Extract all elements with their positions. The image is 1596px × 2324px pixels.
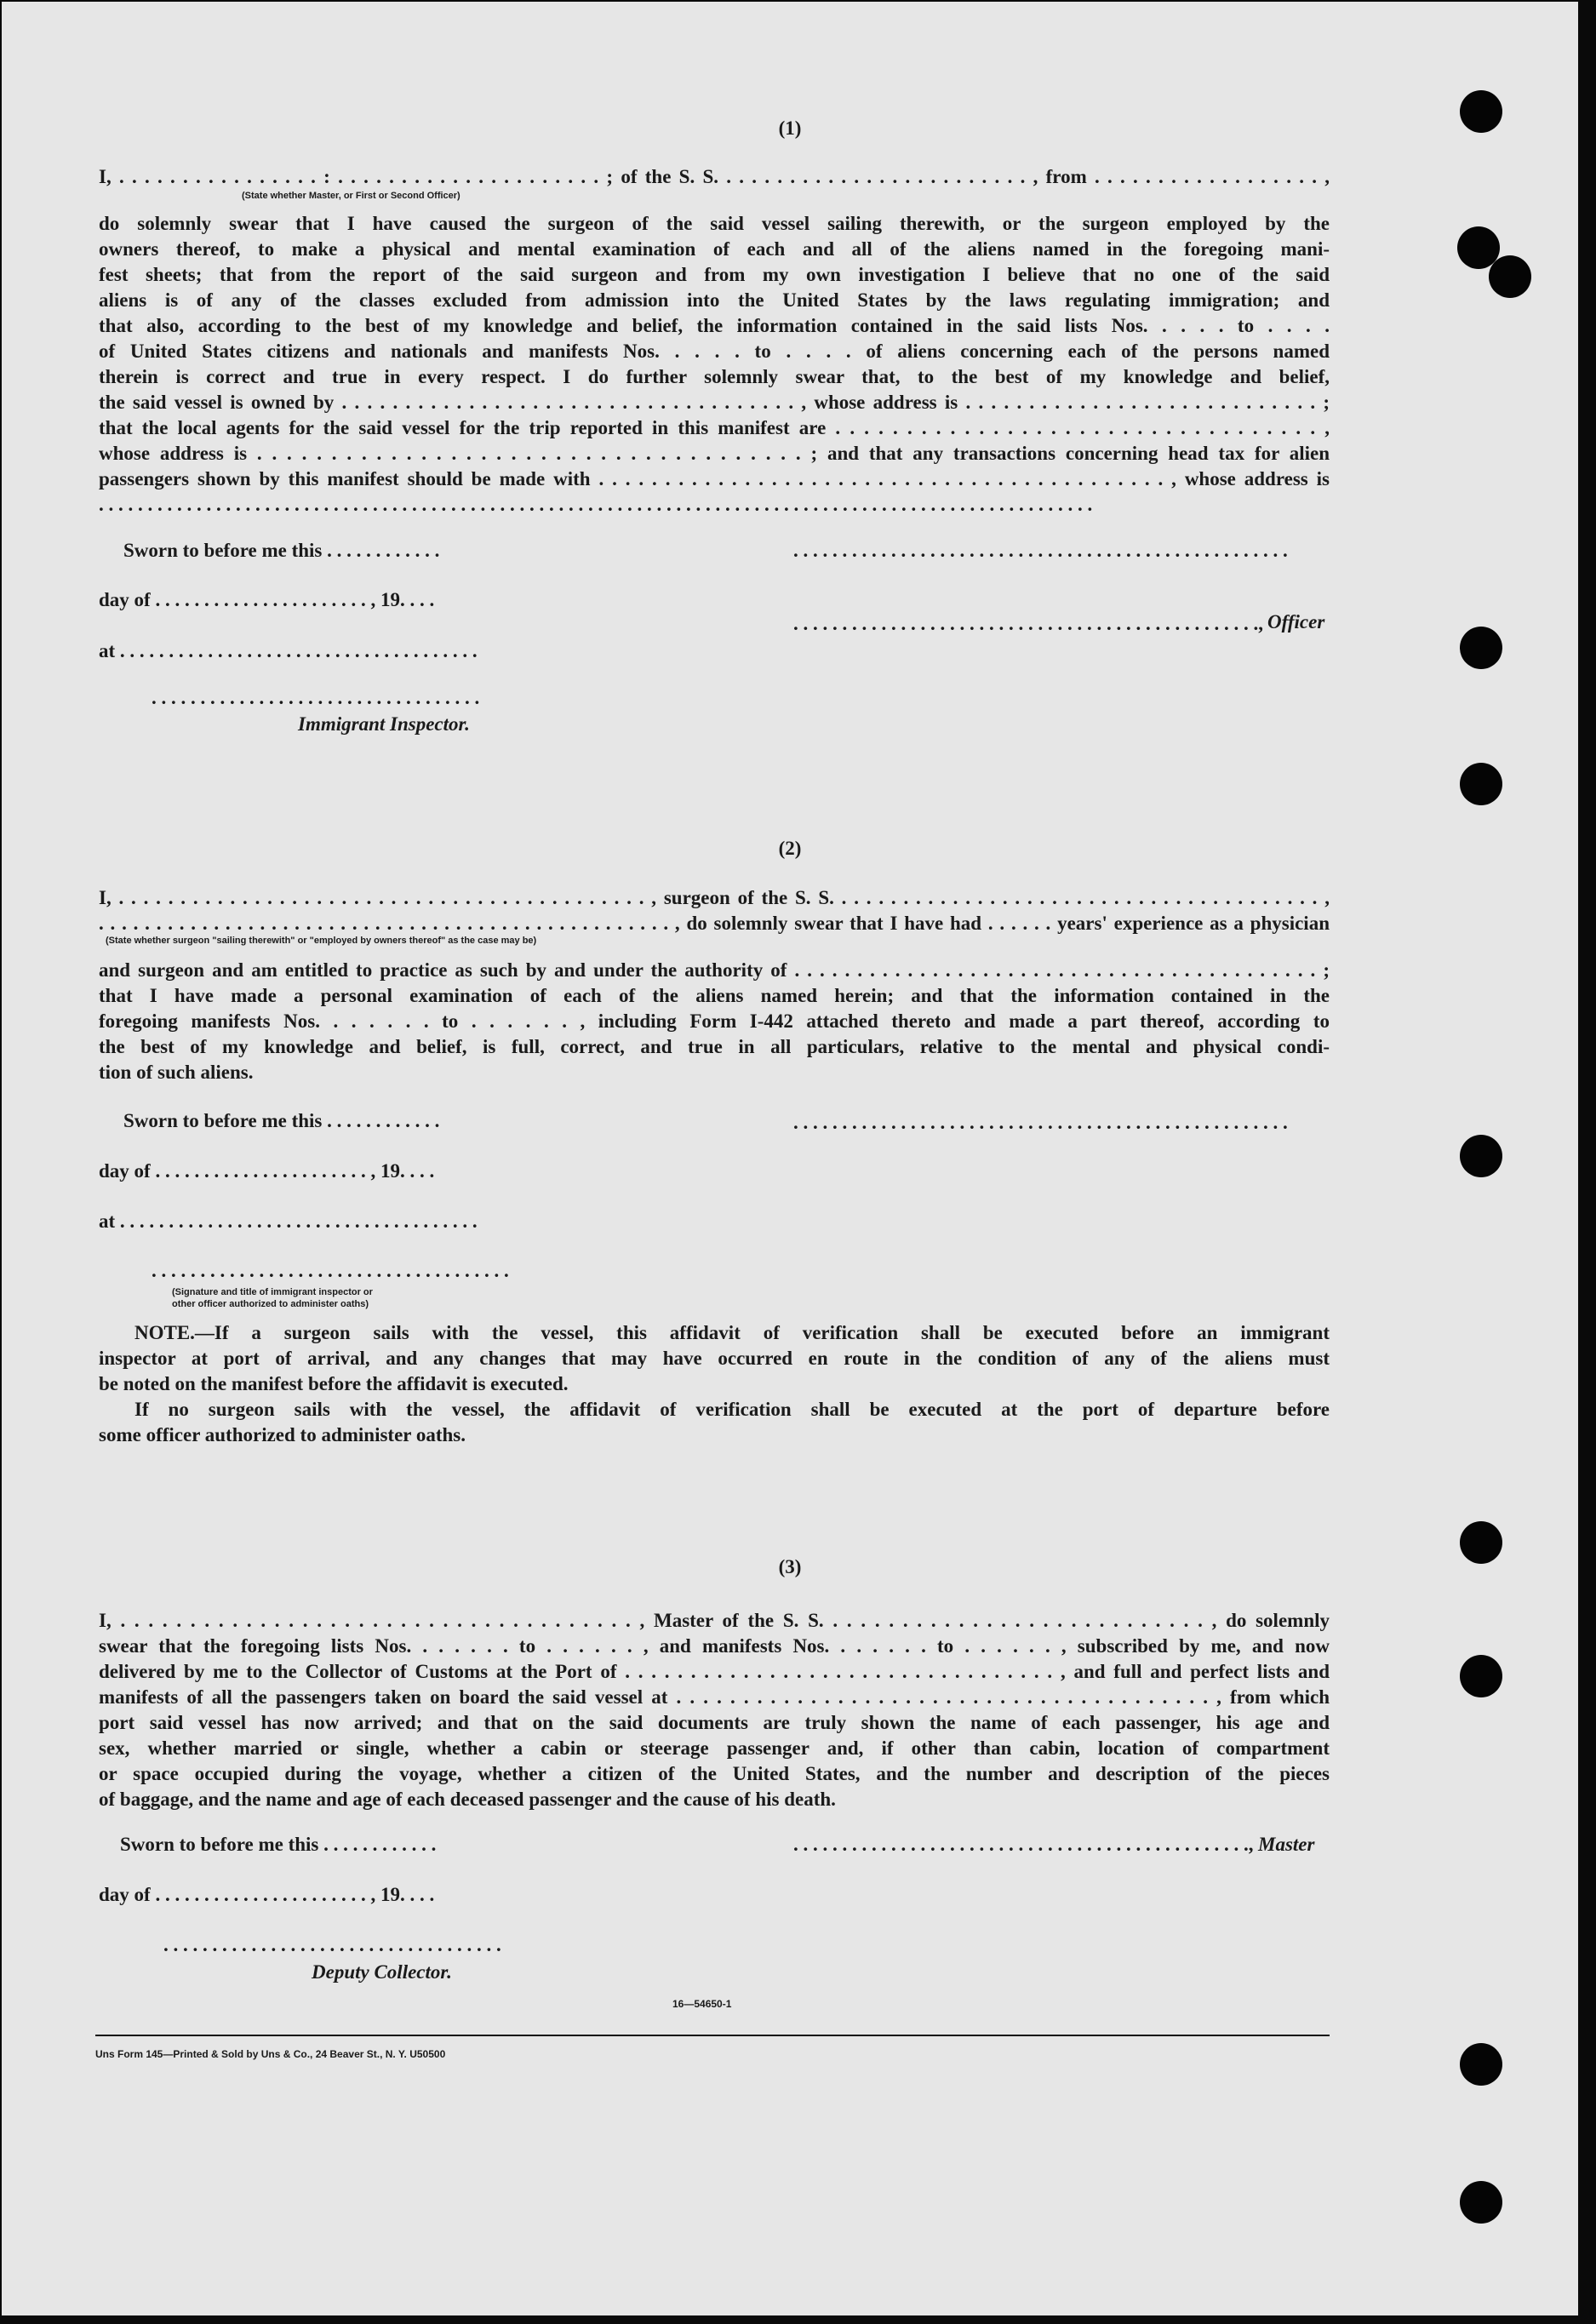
master-declaration-line: I, . . . . . . . . . . . . . . . . : . . . . . . . . . . . . . . . . . . . . . ; of the S. S. . . . . . . . . . . . . . . . . . . . . . . . . , from . . . . . . . . . . . . . . . . . . , [99, 166, 1330, 187]
oath-line: owners thereof, to make a physical and mental examination of each and all of the aliens named in the foregoing mani- [99, 238, 1330, 260]
section-1-heading: (1) [778, 117, 802, 139]
master-oath-line: swear that the foregoing lists Nos. . . . . . . to . . . . . . , and manifests Nos. . . . . . . to . . . . . . , subscribed by me, and now [99, 1635, 1330, 1657]
surgeon-oath-line: the best of my knowledge and belief, is full, correct, and true in all particulars, relative to the mental and physical condi- [99, 1036, 1330, 1057]
master-oath-line: I, . . . . . . . . . . . . . . . . . . . . . . . . . . . . . . . . . . . . . , Master of the S. S. . . . . . . . . . . . . . . . . . . . . . . . . . . . , do solemnly [99, 1610, 1330, 1631]
oath-line: that the local agents for the said vessel for the trip reported in this manifest are . . . . . . . . . . . . . . . . . . . . . . . . . . . . . . . . . . , [99, 417, 1330, 438]
surgeon-oath-line: that I have made a personal examination of each of the aliens named herein; and that the information contained in the [99, 985, 1330, 1006]
oath-line: passengers shown by this manifest should be made with . . . . . . . . . . . . . . . . . . . . . . . . . . . . . . . . . . . . . . . . . . . , whose address is [99, 468, 1330, 489]
master-oath-line: delivered by me to the Collector of Customs at the Port of . . . . . . . . . . . . . . . . . . . . . . . . . . . . . . . . . , and full and perfect lists and [99, 1661, 1330, 1682]
footer-rule [95, 2035, 1330, 2036]
officer-label: Officer [1267, 611, 1325, 633]
master-label: Master [1258, 1834, 1315, 1855]
surgeon-experience-line: . . . . . . . . . . . . . . . . . . . . . . . . . . . . . . . . . . . . . . . . . . . . . . . . . . , do solemnly swear that I have had . . . . . . years' experience as a physician [99, 913, 1330, 934]
signature-dots: . . . . . . . . . . . . . . . . . . . . . . . . . . . . . . . . . . . . . . . . . . . . . . . . . . . [793, 540, 1288, 561]
note-line: inspector at port of arrival, and any changes that may have occurred en route in the condition of any of the aliens must [99, 1348, 1330, 1369]
surgeon-oath-line: and surgeon and am entitled to practice as such by and under the authority of . . . . . . . . . . . . . . . . . . . . . . . . . . . . . . . . . . . . . . . . . . ; [99, 959, 1330, 981]
surgeon-status-note: (State whether surgeon "sailing therewith" or "employed by owners thereof" as the case may be) [106, 936, 537, 946]
oath-line: do solemnly swear that I have caused the surgeon of the said vessel sailing therewith, or the surgeon employed by the [99, 213, 1330, 234]
inspector-signature-dots: . . . . . . . . . . . . . . . . . . . . . . . . . . . . . . . . . . [152, 687, 480, 708]
master-oath-line: port said vessel has now arrived; and that on the said documents are truly shown the name of each passenger, his age and [99, 1712, 1330, 1733]
note-line: be noted on the manifest before the affidavit is executed. [99, 1373, 569, 1394]
punch-hole [1460, 2043, 1502, 2086]
punch-hole [1460, 1135, 1502, 1177]
sworn-before-line: Sworn to before me this . . . . . . . . . . . . [120, 1834, 437, 1855]
day-of-line: day of . . . . . . . . . . . . . . . . . . . . . . , 19. . . . [99, 589, 435, 610]
punch-hole [1460, 1655, 1502, 1697]
sworn-before-line: Sworn to before me this . . . . . . . . . . . . [123, 1110, 440, 1131]
day-of-line: day of . . . . . . . . . . . . . . . . . . . . . . , 19. . . . [99, 1884, 435, 1905]
surgeon-oath-line: tion of such aliens. [99, 1062, 254, 1083]
surgeon-oath-line: foregoing manifests Nos. . . . . . . to . . . . . . , including Form I-442 attached thereto and made a part thereof, according to [99, 1010, 1330, 1032]
punch-hole [1489, 255, 1531, 298]
punch-hole [1460, 627, 1502, 669]
section-2-heading: (2) [778, 838, 802, 859]
officer-signature-dots: . . . . . . . . . . . . . . . . . . . . . . . . . . . . . . . . . . . . . . . . . . . . . . . ., [793, 613, 1263, 634]
master-oath-line: manifests of all the passengers taken on board the said vessel at . . . . . . . . . . . . . . . . . . . . . . . . . . . . . . . . . . . . . . . . , from which [99, 1686, 1330, 1708]
master-oath-line: of baggage, and the name and age of each deceased passenger and the cause of his death. [99, 1789, 836, 1810]
printer-imprint: Uns Form 145—Printed & Sold by Uns & Co., 24 Beaver St., N. Y. U50500 [95, 2048, 446, 2060]
officer-rank-note: (State whether Master, or First or Second Officer) [242, 191, 460, 201]
oath-line: of United States citizens and nationals and manifests Nos. . . . . to . . . . of aliens concerning each of the persons named [99, 341, 1330, 362]
note-line: NOTE.—If a surgeon sails with the vessel, this affidavit of verification shall be executed before an immigrant [134, 1322, 1330, 1343]
day-of-line: day of . . . . . . . . . . . . . . . . . . . . . . , 19. . . . [99, 1160, 435, 1182]
collector-signature-dots: . . . . . . . . . . . . . . . . . . . . . . . . . . . . . . . . . . . [163, 1934, 501, 1955]
oath-line: therein is correct and true in every respect. I do further solemnly swear that, to the best of my knowledge and belief, [99, 366, 1330, 387]
immigrant-inspector-label: Immigrant Inspector. [298, 713, 470, 735]
inspector-title-note: (Signature and title of immigrant inspector or [172, 1287, 373, 1297]
punch-hole [1460, 763, 1502, 805]
oath-line: that also, according to the best of my knowledge and belief, the information contained in the said lists Nos. . . . . to . . . . [99, 315, 1330, 336]
oath-line: aliens is of any of the classes excluded from admission into the United States by the laws regulating immigration; and [99, 289, 1330, 311]
oath-line: fest sheets; that from the report of the said surgeon and from my own investigation I believe that no one of the said [99, 264, 1330, 285]
oath-line: . . . . . . . . . . . . . . . . . . . . . . . . . . . . . . . . . . . . . . . . . . . . . . . . . . . . . . . . . . . . . . . . . . . . . . . . . . . . . . . . . . . . . . . . . . . . . . . . . . . . . . [99, 494, 1093, 515]
at-line: at . . . . . . . . . . . . . . . . . . . . . . . . . . . . . . . . . . . . . [99, 1211, 478, 1232]
form-number: 16—54650-1 [672, 1998, 732, 2010]
master-oath-line: or space occupied during the voyage, whether a citizen of the United States, and the number and description of the pieces [99, 1763, 1330, 1784]
note-line: If no surgeon sails with the vessel, the affidavit of verification shall be executed at the port of departure before [134, 1399, 1330, 1420]
inspector-signature-dots: . . . . . . . . . . . . . . . . . . . . . . . . . . . . . . . . . . . . . [152, 1260, 509, 1281]
deputy-collector-label: Deputy Collector. [312, 1961, 452, 1983]
signature-dots: . . . . . . . . . . . . . . . . . . . . . . . . . . . . . . . . . . . . . . . . . . . . . . . . . . . [793, 1112, 1288, 1133]
master-oath-line: sex, whether married or single, whether a cabin or steerage passenger and, if other than cabin, location of compartment [99, 1737, 1330, 1759]
form-page [2, 2, 1578, 2315]
master-signature-dots: . . . . . . . . . . . . . . . . . . . . . . . . . . . . . . . . . . . . . . . . . . . . . . ., [793, 1834, 1254, 1855]
oath-line: whose address is . . . . . . . . . . . . . . . . . . . . . . . . . . . . . . . . . . . . . ; and that any transactions concerning head tax for alien [99, 443, 1330, 464]
sworn-before-line: Sworn to before me this . . . . . . . . . . . . [123, 540, 440, 561]
at-line: at . . . . . . . . . . . . . . . . . . . . . . . . . . . . . . . . . . . . . [99, 640, 478, 661]
inspector-title-note: other officer authorized to administer oaths) [172, 1299, 369, 1309]
punch-hole [1460, 2181, 1502, 2224]
section-3-heading: (3) [778, 1556, 802, 1577]
note-line: some officer authorized to administer oaths. [99, 1424, 466, 1445]
surgeon-declaration-line: I, . . . . . . . . . . . . . . . . . . . . . . . . . . . . . . . . . . . . . . . . . . . , surgeon of the S. S. . . . . . . . . . . . . . . . . . . . . . . . . . . . . . . . . . . . . . . . , [99, 887, 1330, 908]
oath-line: the said vessel is owned by . . . . . . . . . . . . . . . . . . . . . . . . . . . . . . . . . . . . , whose address is . . . . . . . . . . . . . . . . . . . . . . . . . . . . ; [99, 392, 1330, 413]
